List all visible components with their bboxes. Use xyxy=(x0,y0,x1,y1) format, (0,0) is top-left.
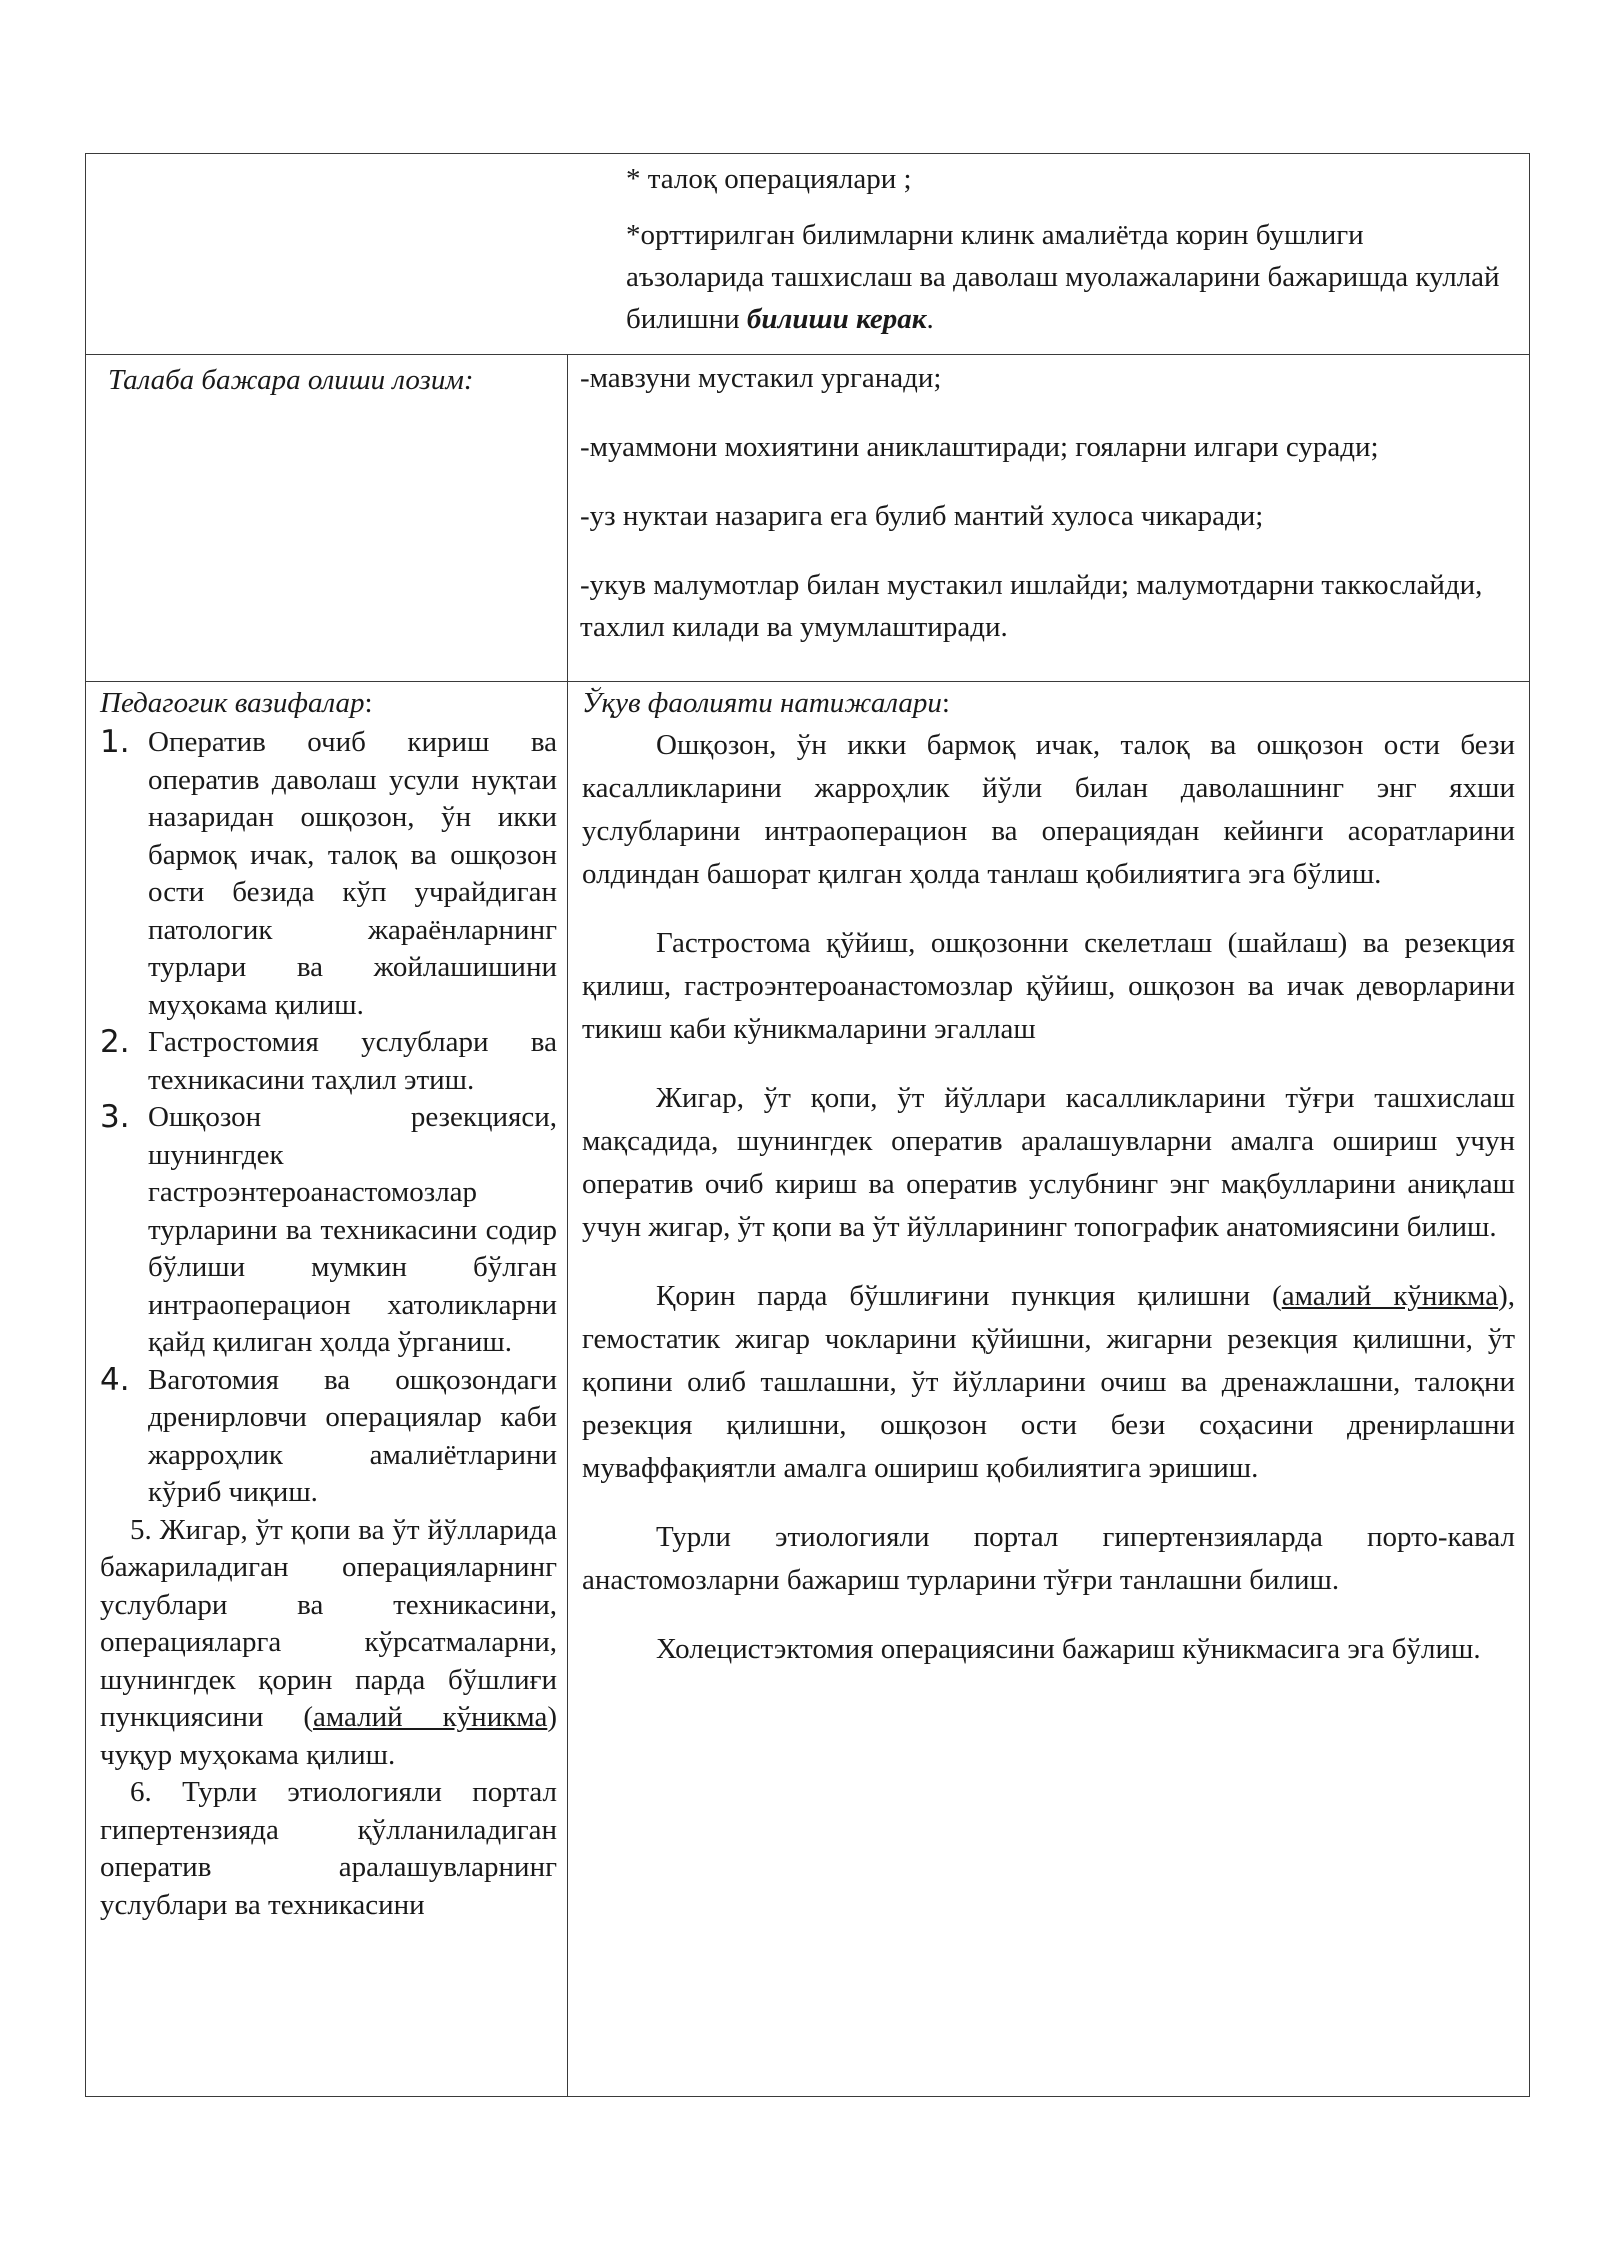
knowledge-line-spleen: * талоқ операциялари ; xyxy=(626,163,912,195)
outcome-paragraph: Ошқозон, ўн икки бармоқ ичак, талоқ ва ошқозон ости бези касалликларини жарроҳлик йўли билан даволашнинг энг яхши услубларини интраоперацион ва операциядан кейинги асоратларини олдиндан башорат қилган ҳолда танлаш қобилиятига эга бўлиш. xyxy=(582,729,1515,890)
task-item xyxy=(100,724,557,1024)
task-item xyxy=(100,1099,557,1362)
knowledge-row xyxy=(86,154,1530,355)
task-text: Ваготомия ва ошқозондаги дренирловчи операциялар каби жарроҳлик амалиётларини кўриб чиқиш. xyxy=(148,1363,557,1508)
heading-colon: : xyxy=(364,687,373,719)
outcome-list xyxy=(582,724,1515,1671)
task-list xyxy=(100,724,557,1512)
task-number: 3. xyxy=(100,1099,130,1135)
student-skills-cell xyxy=(568,355,1530,682)
student-skills-label: Талаба бажара олиши лозим: xyxy=(86,355,568,682)
syllabus-table xyxy=(85,153,1530,2097)
task-text: 5. Жигар, ўт қопи ва ўт йўлларида бажариладиган операцияларнинг услублари ва техникасини, операцияларга кўрсатмаларни, шунингдек қорин парда бўшлиғи пункциясини ( xyxy=(100,1513,557,1733)
task-number: 2. xyxy=(100,1024,130,1060)
student-skills-row xyxy=(86,355,1530,682)
skill-item: -уз нуктаи назарига ега булиб мантий хулоса чикаради; xyxy=(580,500,1264,532)
learning-outcomes-heading xyxy=(582,682,1515,724)
knowledge-text: *орттирилган билимларни клинк амалиётда корин бушлиги аъзоларида ташхислаш ва даволаш муолажаларини бажаришда куллай билишни xyxy=(626,219,1500,335)
task-number: 1. xyxy=(100,724,130,760)
outcome-paragraph: Жигар, ўт қопи, ўт йўллари касалликларини тўғри ташхислаш мақсадида, шунингдек оператив аралашувларни амалга ошириш учун оператив очиб кириш ва оператив услубнинг энг мақбулларини аниқлаш учун жигар, ўт қопи ва ўт йўлларининг топографик анатомиясини билиш. xyxy=(582,1082,1515,1243)
heading-text: Педагогик вазифалар xyxy=(100,687,365,719)
practical-skill-underline: амалий кўникма xyxy=(313,1701,548,1733)
knowledge-cell xyxy=(86,154,1530,355)
task-item-5 xyxy=(100,1512,557,1775)
heading-text: Ўқув фаолияти натижалари xyxy=(582,687,942,719)
heading-colon: : xyxy=(941,687,950,719)
skill-item: -укув малумотлар билан мустакил ишлайди; малумотдарни таккослайди, тахлил килади ва умумлаштиради. xyxy=(580,569,1483,643)
skill-item: -муаммони мохиятини аниклаштиради; гояларни илгари суради; xyxy=(580,431,1379,463)
task-text: Гастростомия услублари ва техникасини таҳлил этиш. xyxy=(148,1026,557,1096)
practical-skill-underline: амалий кўникма xyxy=(1281,1280,1499,1312)
pedagogical-tasks-cell xyxy=(86,682,568,2097)
knowledge-paragraph xyxy=(626,214,1509,340)
learning-outcomes-cell xyxy=(568,682,1530,2097)
task-item xyxy=(100,1362,557,1512)
outcome-paragraph xyxy=(582,1275,1515,1490)
task-text: Ошқозон резекцияси, шунингдек гастроэнтероанастомозлар турларини ва техникасини содир бўлиши мумкин бўлган интраоперацион хатоликларни қайд қилиган ҳолда ўрганиш. xyxy=(148,1101,557,1358)
task-text: Оператив очиб кириш ва оператив даволаш усули нуқтаи назаридан ошқозон, ўн икки бармоқ ичак, талоқ ва ошқозон ости безида кўп учрайдиган патологик жараёнларнинг турлари ва жойлашишини муҳокама қилиш. xyxy=(148,726,557,1021)
tasks-outcomes-row xyxy=(86,682,1530,2097)
skill-item: -мавзуни мустакил урганади; xyxy=(580,362,942,394)
task-item-6: 6. Турли этиологияли портал гипертензияда қўлланиладиган оператив аралашувларнинг услублари ва техникасини xyxy=(100,1776,557,1921)
outcome-paragraph: Турли этиологияли портал гипертензияларда порто-кавал анастомозларни бажариш турларини тўғри танлашни билиш. xyxy=(582,1521,1515,1596)
task-number: 4. xyxy=(100,1361,130,1398)
outcome-text: Қорин парда бўшлиғини пункция қилишни ( xyxy=(656,1280,1282,1312)
outcome-text: ), гемостатик жигар чокларини қўйишни, жигарни резекция қилишни, ўт қопини олиб ташлашни, ўт йўлларини очиш ва дренажлашни, талоқни резекция қилишни, ошқозон ости бези соҳасини дренирлашни муваффақиятли амалга ошириш қобилиятига эришиш. xyxy=(582,1280,1516,1484)
pedagogical-tasks-heading xyxy=(100,682,557,724)
must-know-emphasis: билиши керак xyxy=(746,303,927,335)
outcome-paragraph: Холецистэктомия операциясини бажариш кўникмасига эга бўлиш. xyxy=(656,1633,1481,1665)
knowledge-period: . xyxy=(926,303,934,335)
task-item xyxy=(100,1024,557,1099)
outcome-paragraph: Гастростома қўйиш, ошқозонни скелетлаш (шайлаш) ва резекция қилиш, гастроэнтероанастомозлар қўйиш, ошқозон ва ичак деворларини тикиш каби кўникмаларини эгаллаш xyxy=(582,927,1515,1045)
task-text: ) чуқур муҳокама қилиш. xyxy=(100,1701,558,1771)
